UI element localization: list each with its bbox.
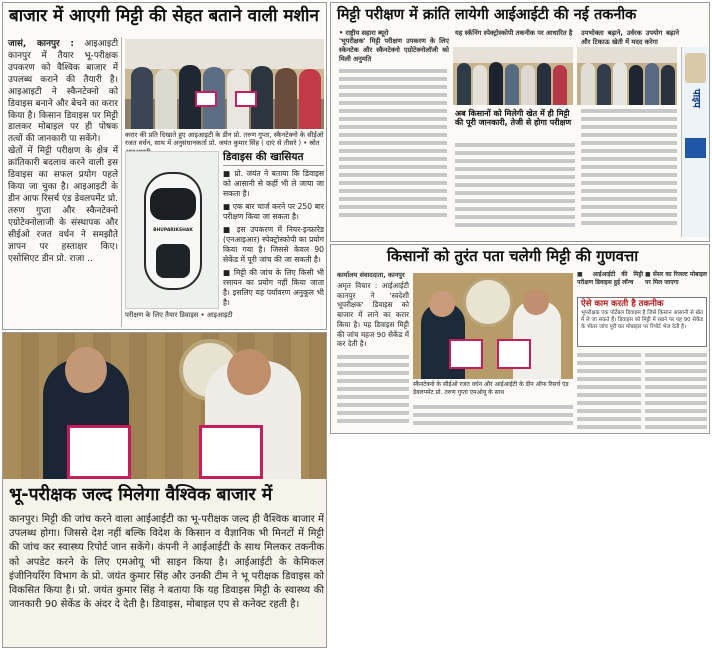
device-photo: [125, 151, 219, 309]
side-head-2: ■ सेंसर का रिजल्ट मोबाइल पर मिल जाएगा: [645, 271, 707, 287]
info-box-panel3: [577, 297, 707, 347]
info-box-title: ऐसे काम करती है तकनीक: [581, 299, 664, 309]
body-text-columns: [413, 405, 573, 429]
clipping-amrit-vichar: [330, 244, 710, 434]
headline-panel1: बाजार में आएगी मिट्टी की सेहत बताने वाली मशीन: [9, 6, 319, 26]
subhead-left: 'भूपरीक्षक' मिट्टी परीक्षण उपकरण के लिए स्केनटेक और स्कैनटेक्नो एग्रोटेक्नोलॉजी को मिली अनुमति: [339, 37, 449, 63]
info-box-text: भूपरीक्षक एक पोर्टेबल डिवाइस है जिसे किसान आसानी से खेत में ले जा सकते हैं। डिवाइस को मिट्टी में रखने पर यह 90 सेकेंड के भीतर जांच पूरी कर मोबाइल पर रिपोर्ट भेज देती है।: [581, 309, 703, 330]
mou-photo-panel4: [3, 333, 327, 479]
group-photo-panel2: [453, 47, 573, 105]
body-text-columns: [339, 69, 447, 221]
feature-bullet: ■ प्रो. जयंत ने बताया कि डिवाइस को आसानी से कहीं भी ले जाया जा सकता है।: [223, 169, 325, 199]
device-label: BHUPARIKSHAK: [153, 228, 193, 233]
clipping-dainik-jagran: [2, 2, 327, 330]
body-text-columns: [577, 353, 641, 433]
article-body-panel4: कानपुर। मिट्टी की जांच करने वाला आईआईटी का भू-परीक्षक जल्द ही वैश्विक बाजार में उपलब्ध होगा। जिससे देश नहीं बल्कि विदेश के किसान व वैज्ञानिक भी मिनटों में मिट्टी की जांच कर स्वास्थ्य रिपोर्ट जान सकेंगे। कंपनी ने आईआईटी के साथ मिलकर तकनीक को अपडेट करने के लिए एमओयू भी साइन किया है। आईआईटी के केमिकल इंजीनियरिंग विभाग के प्रो. जयंत कुमार सिंह और उनकी टीम ने भू परीक्षक डिवाइस को विकसित किया है। प्रो. जयंत कुमार सिंह ने बताया कि यह डिवाइस मिट्टी के स्वास्थ्य की जानकारी 90 सेकेंड के अंदर दे देती है। डिवाइस, मोबाइल एप से कनेक्ट रहती है।: [9, 514, 324, 611]
lead-panel3: अमृत विचार : आईआईटी कानपुर ने 'स्वदेशी भूपरीक्षक' डिवाइस को बाजार में लाने का करार किया है। यह डिवाइस मिट्टी की जांच महज 90 सेकेंड में कर देती है।: [337, 281, 409, 349]
body-text-columns: [645, 353, 707, 433]
mou-photo-panel3: [413, 273, 573, 379]
headline-panel2: मिट्टी परीक्षण में क्रांति लायेगी आईआईटी की नई तकनीक: [337, 7, 637, 23]
feature-bullet: ■ मिट्टी की जांच के लिए किसी भी रसायन का प्रयोग नहीं किया जाता है। इसलिए यह पर्यावरण अनुकूल भी है।: [223, 268, 325, 308]
device-caption: परीक्षण के लिए तैयार डिवाइस • आइआइटी: [125, 311, 233, 319]
kicker-panel3: कार्यालय संवाददाता, कानपुर: [337, 271, 405, 279]
body-text-columns: [455, 143, 575, 231]
kicker-panel2: • राष्ट्रीय सहारा ब्यूरो: [339, 29, 389, 37]
side-ad-label: पाइप: [690, 89, 702, 108]
pull-quote: अब किसानों को मिलेगी खेत में ही मिट्टी की पूरी जानकारी, तेजी से होगा परीक्षण: [455, 109, 572, 128]
feature-box: [223, 151, 324, 321]
headline-panel4: भू-परीक्षक जल्द मिलेगा वैश्विक बाजार में: [9, 485, 273, 505]
subhead-mid: यह स्कॅनिंग स्पेक्ट्रोस्कोपी तकनीक पर आधारित है: [455, 29, 573, 37]
feature-box-title: डिवाइस की खासियत: [223, 151, 324, 166]
feature-bullet: ■ इस उपकरण में नियर-इन्फ्रारेड (एनआइआर) स्पेक्ट्रोस्कोपी का प्रयोग किया गया है। जिससे केवल 90 सेकेंड में पूरी जांच की जा सकती है।: [223, 225, 324, 265]
group-photo-mou: [125, 39, 324, 129]
feature-bullet: ■ एक बार चार्ज करने पर 250 बार परीक्षण किया जा सकता है।: [223, 202, 324, 222]
side-ad-strip: [681, 47, 709, 237]
article-body-panel1: [8, 39, 118, 266]
dateline: जासं, कानपुर :: [8, 39, 74, 49]
body-text-columns: [337, 355, 409, 427]
paragraph-1: आइआइटी कानपुर में तैयार भू-परीक्षक उपकरण को वैश्विक बाजार में उपलब्ध कराने की तैयारी है। आइआइटी ने स्कैनटेक्नो को डिवाइस बनाने और बेचने का करार किया है। किसान डिवाइस पर मिट्टी डालकर मोबाइल पर ही पोषक तत्वों की जानकारी पा सकेंगे।: [8, 39, 118, 145]
body-text-columns: [581, 109, 677, 229]
subhead-right: उपभोक्ता बढ़ाने, उर्वरक उपयोग बढ़ाने और टिकाऊ खेती में मदद करेगा: [581, 29, 679, 46]
clipping-bhuparikshak: [2, 332, 327, 648]
side-head-1: ■ आईआईटी की मिट्टी परीक्षण डिवाइस हुई लॉन्च: [577, 271, 643, 287]
headline-panel3: किसानों को तुरंत पता चलेगी मिट्टी की गुणवत्ता: [387, 247, 639, 265]
group-photo-panel2-b: [577, 47, 677, 105]
clipping-rashtriya-sahara: [330, 2, 710, 242]
photo-caption-panel3: स्कैनटेक्नो के सीईओ रजत वर्धन और आईआईटी के डीन ऑफ रिसर्च एंड डेवलपमेंट प्रो. तरुण गुप्ता एमओयू के साथ: [413, 381, 569, 396]
photo-caption-panel1: करार की प्रति दिखाते हुए आइआइटी के डीन प्रो. तरुण गुप्ता, स्कैनटेक्नो के सीईओ रजत वर्धन, साथ में अनुसंधानकर्ता प्रो. जयंत कुमार सिंह ( दाएं से तीसरे ) • स्रोत: [125, 131, 324, 148]
paragraph-2: खेतों में मिट्टी परीक्षण के क्षेत्र में क्रांतिकारी बदलाव करने वाली इस डिवाइस का सफल प्रयोग पहले किया जा चुका है। आइआइटी के डीन आफ रिसर्च एंड डेवलपमेंट प्रो. तरुण गुप्ता और स्कैनटेक्नो एग्रोटेक्नोलाजी के संस्थापक और सीईओ रजत वर्धन ने समझौते ज्ञापन पर हस्ताक्षर किए। एसोसिएट डीन प्रो. राजा ..: [8, 146, 118, 264]
column-rule: [121, 37, 122, 327]
